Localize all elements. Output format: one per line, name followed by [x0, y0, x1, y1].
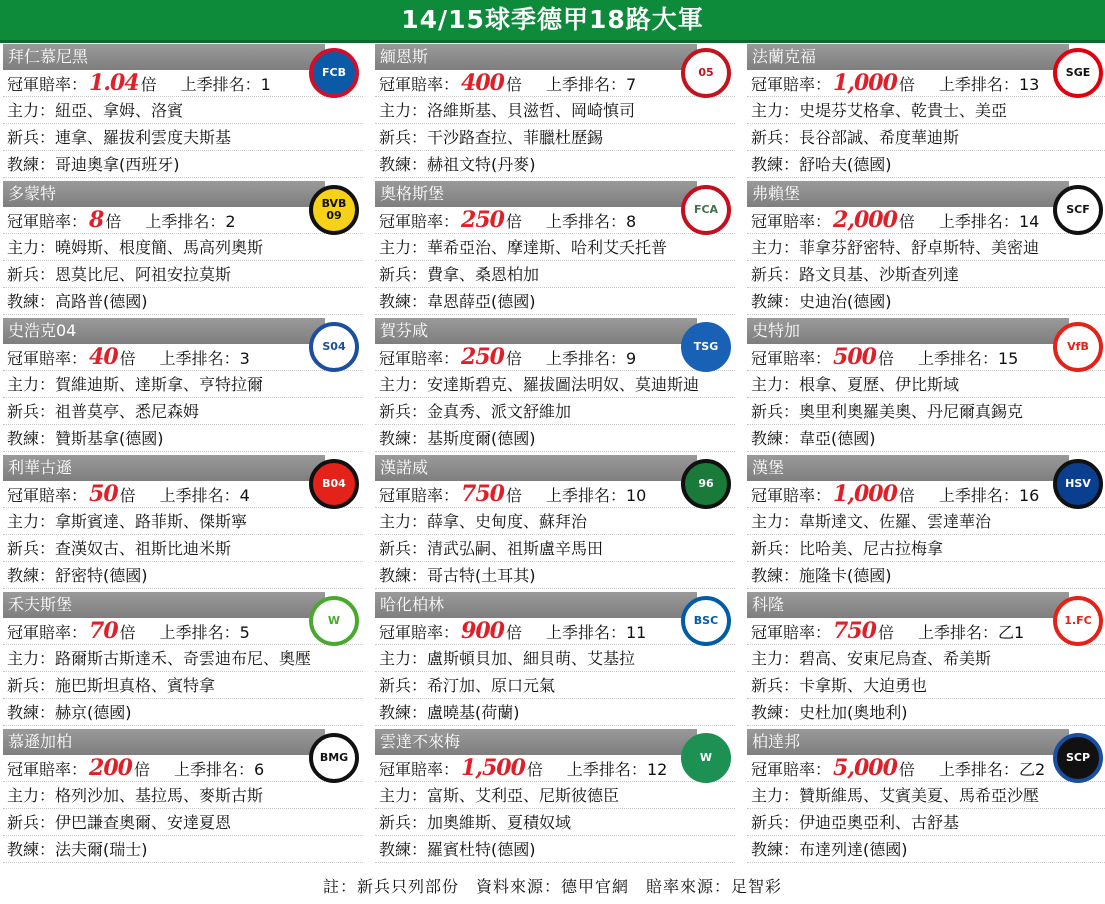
odds-unit: 倍 [133, 760, 150, 779]
team-name: 慕遜加柏 [3, 729, 325, 755]
odds-unit: 倍 [505, 349, 522, 368]
odds-label: 冠軍賠率： [7, 760, 88, 779]
rank-value: 8 [625, 212, 637, 231]
club-crest-icon: 1.FC [1053, 596, 1103, 646]
team-column [3, 44, 363, 866]
odds-unit: 倍 [877, 623, 894, 642]
rank-value: 7 [625, 75, 637, 94]
club-crest-icon: BSC [681, 596, 731, 646]
club-crest-icon: W [309, 596, 359, 646]
odds-unit: 倍 [898, 760, 915, 779]
odds-unit: 倍 [505, 486, 522, 505]
team-card [375, 181, 735, 318]
club-crest-icon: FCB [309, 48, 359, 98]
club-crest-icon: SGE [1053, 48, 1103, 98]
odds-unit: 倍 [140, 75, 157, 94]
key-players: 主力：格列沙加、基拉馬、麥斯古斯 [3, 782, 363, 809]
odds-value: 900 [461, 618, 504, 644]
club-crest-icon: HSV [1053, 459, 1103, 509]
odds-label: 冠軍賠率： [7, 486, 88, 505]
rank-value: 1 [260, 75, 271, 94]
rank-value: 6 [253, 760, 265, 779]
odds-value: 40 [89, 344, 118, 370]
team-name: 禾夫斯堡 [3, 592, 325, 618]
team-name: 拜仁慕尼黑 [3, 44, 325, 70]
club-crest-icon: 05 [681, 48, 731, 98]
team-card [3, 44, 363, 181]
coach: 教練：舒密特(德國) [3, 562, 363, 589]
rank-label: 上季排名： [917, 349, 998, 368]
odds-value: 500 [833, 344, 876, 370]
odds-value: 400 [461, 70, 504, 96]
odds-value: 250 [461, 207, 504, 233]
odds-label: 冠軍賠率： [751, 760, 832, 779]
coach: 教練：史杜加(奧地利) [747, 699, 1105, 726]
rank-label: 上季排名： [938, 760, 1019, 779]
team-card [747, 455, 1105, 592]
key-players: 主力：曉姆斯、根度簡、馬高列奧斯 [3, 234, 363, 261]
club-crest-icon: FCA [681, 185, 731, 235]
team-name: 緬恩斯 [375, 44, 697, 70]
new-signings: 新兵：卡拿斯、大迫勇也 [747, 672, 1105, 699]
odds-label: 冠軍賠率： [379, 760, 460, 779]
rank-value: 3 [239, 349, 250, 368]
coach: 教練：布達列達(德國) [747, 836, 1105, 863]
rank-value: 12 [646, 760, 668, 779]
team-card [375, 318, 735, 455]
odds-label: 冠軍賠率： [379, 349, 460, 368]
key-players: 主力：根拿、夏歷、伊比斯域 [747, 371, 1105, 398]
new-signings: 新兵：希汀加、原口元氣 [375, 672, 735, 699]
club-crest-icon: 96 [681, 459, 731, 509]
team-card [747, 592, 1105, 729]
coach: 教練：基斯度爾(德國) [375, 425, 735, 452]
team-name: 奧格斯堡 [375, 181, 697, 207]
odds-value: 70 [89, 618, 118, 644]
new-signings: 新兵：奧里利奧羅美奧、丹尼爾真錫克 [747, 398, 1105, 425]
odds-label: 冠軍賠率： [751, 212, 832, 231]
key-players: 主力：洛維斯基、貝滋哲、岡崎慎司 [375, 97, 735, 124]
team-column [747, 44, 1105, 866]
club-crest-icon: B04 [309, 459, 359, 509]
odds-unit: 倍 [105, 212, 122, 231]
team-column [375, 44, 735, 866]
odds-row [747, 618, 1105, 645]
rank-value: 14 [1018, 212, 1040, 231]
odds-value: 5,000 [833, 755, 897, 781]
key-players: 主力：盧斯頓貝加、細貝萌、艾基拉 [375, 645, 735, 672]
team-card [3, 592, 363, 729]
club-crest-icon: BMG [309, 733, 359, 783]
new-signings: 新兵：伊迪亞奧亞利、古舒基 [747, 809, 1105, 836]
odds-unit: 倍 [898, 212, 915, 231]
rank-value: 11 [625, 623, 647, 642]
club-crest-icon: S04 [309, 322, 359, 372]
rank-label: 上季排名： [159, 623, 240, 642]
new-signings: 新兵：伊巴謙查奧爾、安達夏恩 [3, 809, 363, 836]
key-players: 主力：碧高、安東尼烏查、希美斯 [747, 645, 1105, 672]
odds-label: 冠軍賠率： [751, 623, 832, 642]
team-card [747, 729, 1105, 866]
odds-row [747, 207, 1105, 234]
odds-label: 冠軍賠率： [379, 623, 460, 642]
odds-unit: 倍 [119, 623, 136, 642]
rank-value: 15 [997, 349, 1019, 368]
new-signings: 新兵：查漢奴古、祖斯比迪米斯 [3, 535, 363, 562]
rank-label: 上季排名： [938, 75, 1019, 94]
key-players: 主力：安達斯碧克、羅拔圖法明奴、莫迪斯迪 [375, 371, 735, 398]
new-signings: 新兵：路文貝基、沙斯查列達 [747, 261, 1105, 288]
odds-row [747, 755, 1105, 782]
rank-label: 上季排名： [938, 212, 1019, 231]
club-crest-icon: BVB 09 [309, 185, 359, 235]
club-crest-icon: SCP [1053, 733, 1103, 783]
team-name: 利華古遜 [3, 455, 325, 481]
team-name: 哈化柏林 [375, 592, 697, 618]
odds-label: 冠軍賠率： [7, 212, 88, 231]
odds-unit: 倍 [505, 75, 522, 94]
odds-label: 冠軍賠率： [379, 75, 460, 94]
odds-value: 2,000 [833, 207, 897, 233]
coach: 教練：赫京(德國) [3, 699, 363, 726]
team-name: 柏達邦 [747, 729, 1069, 755]
odds-value: 1,000 [833, 70, 897, 96]
team-card [3, 181, 363, 318]
odds-label: 冠軍賠率： [751, 486, 832, 505]
odds-value: 1,000 [833, 481, 897, 507]
odds-row [747, 344, 1105, 371]
odds-label: 冠軍賠率： [751, 349, 832, 368]
odds-value: 1.04 [89, 70, 139, 96]
team-name: 漢堡 [747, 455, 1069, 481]
odds-label: 冠軍賠率： [379, 212, 460, 231]
key-players: 主力：韋斯達文、佐羅、雲達華治 [747, 508, 1105, 535]
coach: 教練：盧曉基(荷蘭) [375, 699, 735, 726]
team-card [747, 318, 1105, 455]
rank-label: 上季排名： [159, 486, 240, 505]
rank-label: 上季排名： [545, 212, 626, 231]
new-signings: 新兵：加奧維斯、夏積奴域 [375, 809, 735, 836]
odds-label: 冠軍賠率： [7, 349, 88, 368]
key-players: 主力：賀維迪斯、達斯拿、亨特拉爾 [3, 371, 363, 398]
odds-unit: 倍 [119, 349, 136, 368]
new-signings: 新兵：恩莫比尼、阿祖安拉莫斯 [3, 261, 363, 288]
key-players: 主力：史堤芬艾格拿、乾貴士、美亞 [747, 97, 1105, 124]
key-players: 主力：菲拿芬舒密特、舒卓斯特、美密迪 [747, 234, 1105, 261]
key-players: 主力：贊斯維馬、艾賓美夏、馬希亞沙壓 [747, 782, 1105, 809]
key-players: 主力：薛拿、史甸度、蘇拜治 [375, 508, 735, 535]
rank-label: 上季排名： [159, 349, 240, 368]
odds-value: 750 [461, 481, 504, 507]
odds-value: 50 [89, 481, 118, 507]
coach: 教練：舒哈夫(德國) [747, 151, 1105, 178]
coach: 教練：韋恩薛亞(德國) [375, 288, 735, 315]
rank-label: 上季排名： [545, 486, 626, 505]
rank-label: 上季排名： [145, 212, 226, 231]
new-signings: 新兵：祖普莫亭、悉尼森姆 [3, 398, 363, 425]
team-card [747, 44, 1105, 181]
team-name: 史浩克04 [3, 318, 325, 344]
team-card [3, 455, 363, 592]
team-card [375, 44, 735, 181]
team-card [3, 318, 363, 455]
rank-value: 16 [1018, 486, 1040, 505]
coach: 教練：施隆卡(德國) [747, 562, 1105, 589]
odds-value: 8 [89, 207, 104, 233]
new-signings: 新兵：干沙路查拉、菲臘杜歷錫 [375, 124, 735, 151]
rank-value: 13 [1018, 75, 1040, 94]
title-divider [0, 40, 1105, 43]
rank-label: 上季排名： [917, 623, 998, 642]
new-signings: 新兵：連拿、羅拔利雲度夫斯基 [3, 124, 363, 151]
odds-value: 1,500 [461, 755, 525, 781]
team-card [375, 729, 735, 866]
odds-label: 冠軍賠率： [751, 75, 832, 94]
club-crest-icon: TSG [681, 322, 731, 372]
team-name: 史特加 [747, 318, 1069, 344]
odds-value: 750 [833, 618, 876, 644]
coach: 教練：哥古特(土耳其) [375, 562, 735, 589]
rank-label: 上季排名： [180, 75, 261, 94]
coach: 教練：韋亞(德國) [747, 425, 1105, 452]
team-name: 多蒙特 [3, 181, 325, 207]
rank-value: 9 [625, 349, 637, 368]
coach: 教練：哥迪奧拿(西班牙) [3, 151, 363, 178]
odds-unit: 倍 [877, 349, 894, 368]
rank-label: 上季排名： [545, 349, 626, 368]
new-signings: 新兵：金真秀、派文舒維加 [375, 398, 735, 425]
new-signings: 新兵：費拿、桑恩柏加 [375, 261, 735, 288]
rank-label: 上季排名： [545, 623, 626, 642]
footer-note: 註：新兵只列部份 資料來源：德甲官網 賠率來源：足智彩 [322, 877, 782, 896]
rank-label: 上季排名： [938, 486, 1019, 505]
rank-value: 乙2 [1018, 760, 1046, 779]
rank-value: 2 [225, 212, 236, 231]
club-crest-icon: SCF [1053, 185, 1103, 235]
new-signings: 新兵：施巴斯坦真格、賓特拿 [3, 672, 363, 699]
club-crest-icon: W [681, 733, 731, 783]
team-name: 雲達不來梅 [375, 729, 697, 755]
new-signings: 新兵：長谷部誠、希度華迪斯 [747, 124, 1105, 151]
rank-value: 乙1 [997, 623, 1025, 642]
page-title: 14/15球季德甲18路大軍 [0, 0, 1105, 40]
new-signings: 新兵：比哈美、尼古拉梅拿 [747, 535, 1105, 562]
team-name: 科隆 [747, 592, 1069, 618]
odds-unit: 倍 [526, 760, 543, 779]
coach: 教練：史迪治(德國) [747, 288, 1105, 315]
team-name: 賀芬咸 [375, 318, 697, 344]
odds-label: 冠軍賠率： [379, 486, 460, 505]
odds-unit: 倍 [898, 75, 915, 94]
key-players: 主力：路爾斯古斯達禾、奇雲迪布尼、奧壓 [3, 645, 363, 672]
key-players: 主力：富斯、艾利亞、尼斯彼德臣 [375, 782, 735, 809]
odds-value: 200 [89, 755, 132, 781]
odds-label: 冠軍賠率： [7, 75, 88, 94]
rank-value: 4 [239, 486, 250, 505]
team-name: 漢諾威 [375, 455, 697, 481]
team-name: 弗賴堡 [747, 181, 1069, 207]
coach: 教練：高路普(德國) [3, 288, 363, 315]
rank-label: 上季排名： [173, 760, 254, 779]
key-players: 主力：拿斯賓達、路菲斯、傑斯寧 [3, 508, 363, 535]
team-card [3, 729, 363, 866]
odds-unit: 倍 [505, 212, 522, 231]
odds-row [747, 481, 1105, 508]
coach: 教練：赫祖文特(丹麥) [375, 151, 735, 178]
key-players: 主力：紐亞、拿姆、洛賓 [3, 97, 363, 124]
key-players: 主力：華希亞治、摩達斯、哈利艾夭托普 [375, 234, 735, 261]
coach: 教練：羅賓杜特(德國) [375, 836, 735, 863]
team-card [375, 455, 735, 592]
rank-value: 5 [239, 623, 250, 642]
odds-unit: 倍 [898, 486, 915, 505]
rank-label: 上季排名： [566, 760, 647, 779]
rank-value: 10 [625, 486, 647, 505]
rank-label: 上季排名： [545, 75, 626, 94]
odds-unit: 倍 [119, 486, 136, 505]
team-card [375, 592, 735, 729]
coach: 教練：法夫爾(瑞士) [3, 836, 363, 863]
club-crest-icon: VfB [1053, 322, 1103, 372]
team-name: 法蘭克福 [747, 44, 1069, 70]
team-card [747, 181, 1105, 318]
odds-value: 250 [461, 344, 504, 370]
coach: 教練：贊斯基拿(德國) [3, 425, 363, 452]
odds-label: 冠軍賠率： [7, 623, 88, 642]
odds-unit: 倍 [505, 623, 522, 642]
odds-row [747, 70, 1105, 97]
new-signings: 新兵：清武弘嗣、祖斯盧辛馬田 [375, 535, 735, 562]
